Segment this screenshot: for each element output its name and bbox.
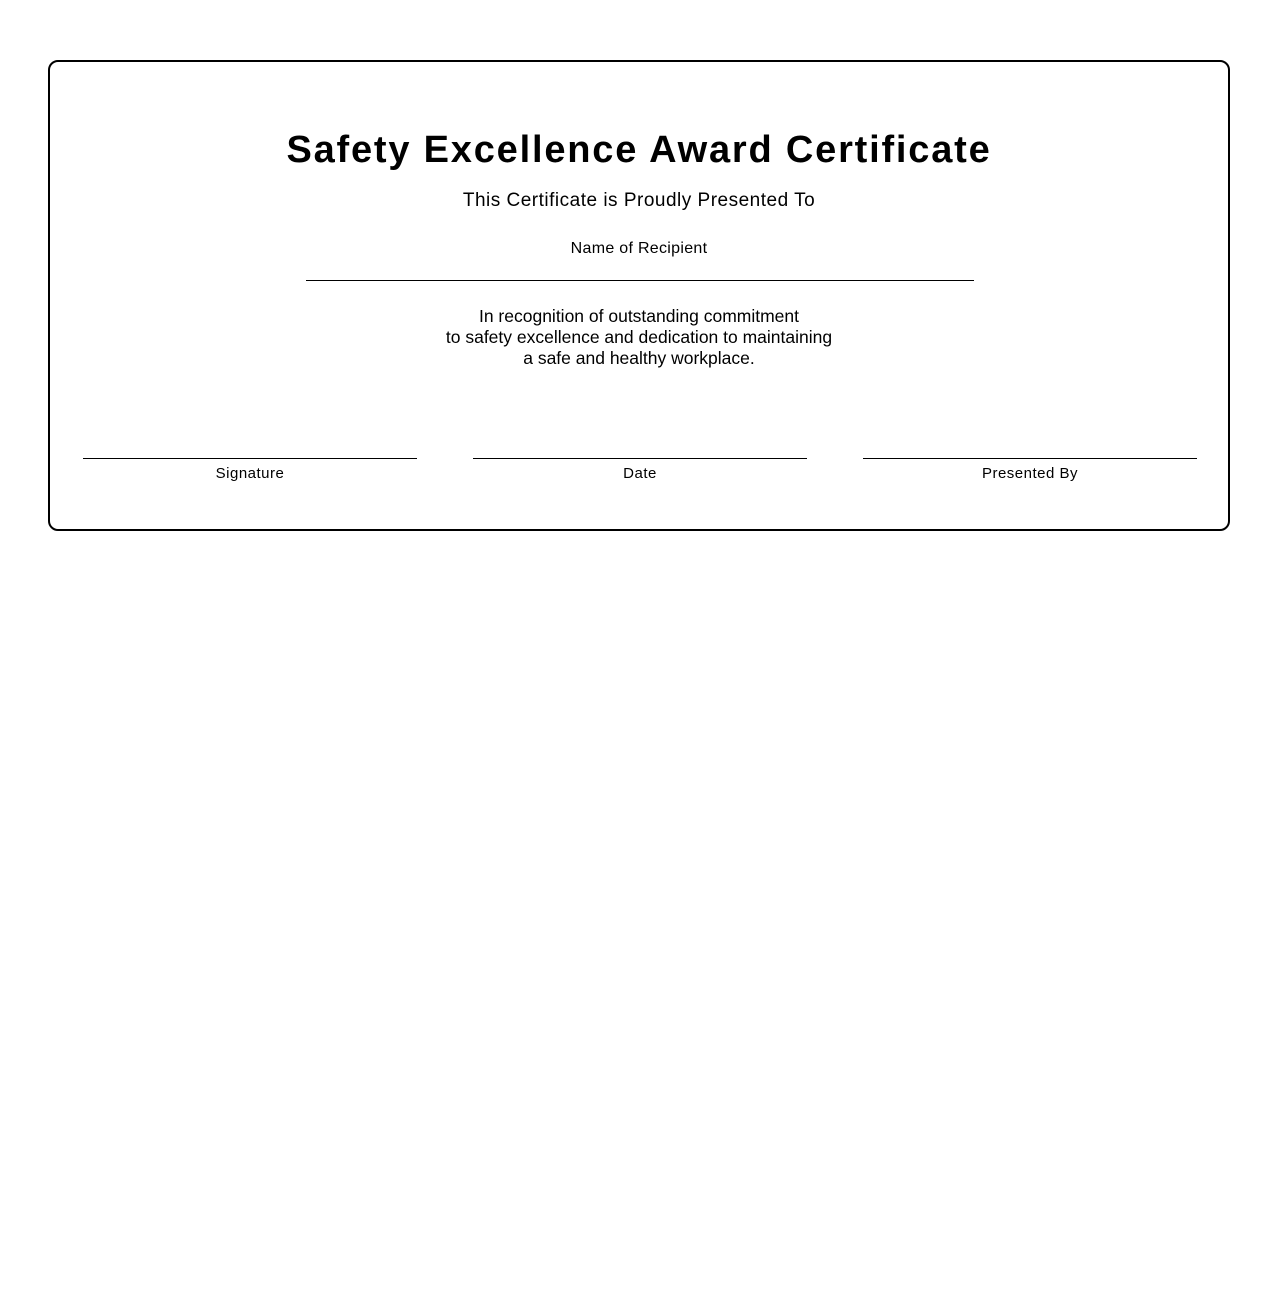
date-field [473, 458, 807, 482]
certificate-subtitle: This Certificate is Proudly Presented To [462, 190, 816, 211]
presented-by-field [863, 458, 1197, 482]
signature-label: Signature [215, 465, 285, 482]
body-line: to safety excellence and dedication to maintaining [445, 327, 833, 347]
presented-by-label: Presented By [981, 465, 1079, 482]
certificate [48, 60, 1230, 531]
signature-line [83, 458, 417, 459]
body-line: In recognition of outstanding commitment [478, 306, 800, 326]
recipient-name-line [306, 280, 974, 281]
date-label: Date [623, 465, 657, 482]
certificate-body [50, 306, 1228, 369]
presented-by-line [863, 458, 1197, 459]
signature-field [83, 458, 417, 482]
recipient-name-label: Name of Recipient [570, 240, 708, 257]
body-line: a safe and healthy workplace. [523, 348, 755, 368]
date-line [473, 458, 807, 459]
certificate-title: Safety Excellence Award Certificate [286, 129, 992, 171]
